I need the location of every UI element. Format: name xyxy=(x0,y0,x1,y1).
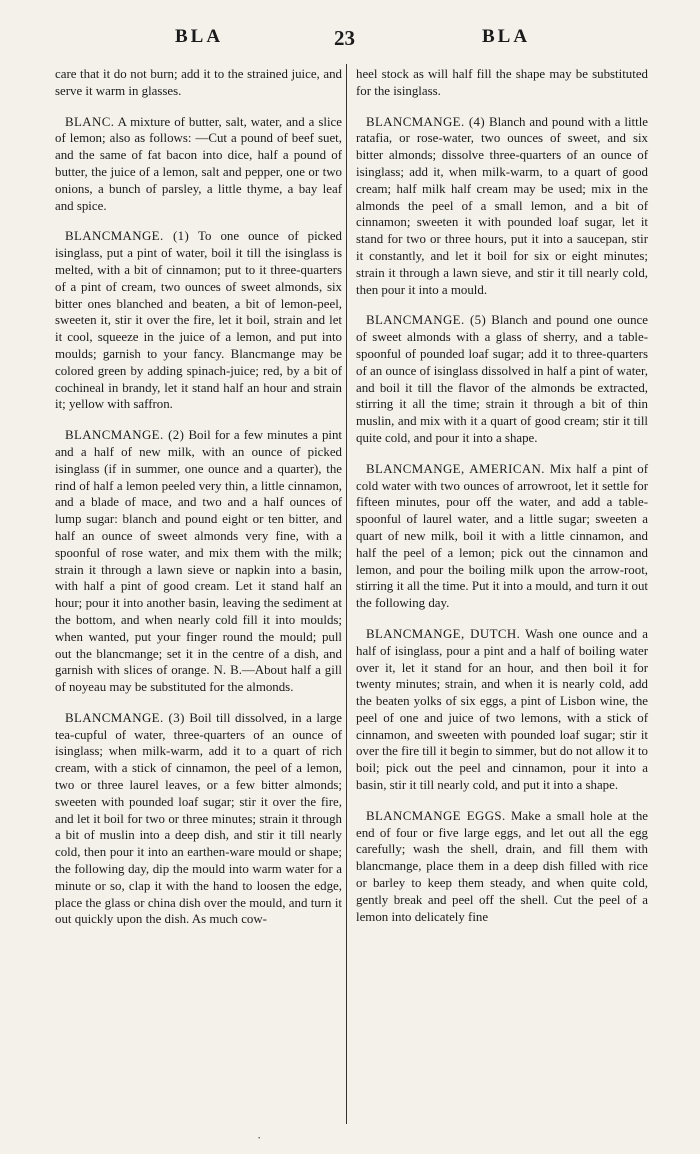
entry-blancmange-dutch xyxy=(356,626,648,794)
entry-heading: BLANCMANGE EGGS. xyxy=(366,808,506,823)
entry-continuation xyxy=(55,66,342,100)
entry-heading: BLANCMANGE, AMERICAN. xyxy=(366,461,545,476)
entry-blancmange-3 xyxy=(55,710,342,928)
entry-heading: BLANCMANGE, DUTCH. xyxy=(366,626,521,641)
entry-blancmange-american xyxy=(356,461,648,612)
entry-heading: BLANCMANGE. (5) xyxy=(366,313,487,328)
entry-blancmange-4 xyxy=(356,114,648,299)
entry-text: To one ounce of picked isinglass, put a pint of water, boil it till the isinglass is melted, with a bit of cinnamon; put to it three-quarters of a pint of cream, two ounces of sweet almonds, six bitter ones blanched and beaten, a bit of lemon-peel, sweeten it, stir it over the fire, let it boil, strain and let it cool, squeeze in the juice of a lemon, and put into moulds; garnish to your fancy. Blancmange may be colored green by adding spinach-juice; red, by a bit of cochineal in brandy, let it stand half an hour and strain it; yellow with saffron. xyxy=(55,229,342,412)
entry-blanc xyxy=(55,114,342,215)
entry-text: Blanch and pound one ounce of sweet almonds with a glass of sherry, and a table-spoonful of pounded loaf sugar; add it to three-quarters of an ounce of isinglass dissolved in half a pint of water, and boil it till the flavor of the almonds be extracted, stirring it all the time; strain it through a bit of thin muslin, and mix with it a quart of good cream; stir it till quite cold, and pour it into a shape. xyxy=(356,313,648,445)
entry-blancmange-1 xyxy=(55,228,342,413)
entry-text: Blanch and pound with a little ratafia, or rose-water, two ounces of sweet, and six bitter almonds; dissolve three-quarters of an ounce of isinglass; add it, when milk-warm, to a quart of good cream; half milk half cream may be used; mix in the almonds the peel of a small lemon, and a bit of cinnamon; sweeten it with pounded loaf sugar, let it stand for two or three hours, put it into a saucepan, stir it constantly, and let it boil for six or eight minutes; strain it through a lawn sieve, and stir it till nearly cold, then pour it into a mould. xyxy=(356,114,648,297)
running-header xyxy=(0,26,700,56)
column-divider xyxy=(346,64,347,1124)
entry-text: Boil till dissolved, in a large tea-cupful of water, three-quarters of an ounce of isinglass; when milk-warm, add it to a quart of rich cream, with a stick of cinnamon, the peel of a lemon, two or three laurel leaves, or a few bitter almonds; sweeten with pounded loaf sugar; stir it over the fire, and let it boil for two or three minutes; strain it through a bit of muslin into a deep dish, and stir it till nearly cold, then pour it into an earthen-ware mould or shape; the following day, dip the mould into warm water for a minute or so, clap it with the hand to loosen the edge, place the glass or china dish over the mould, and turn it out quickly upon the dish. As much cow- xyxy=(55,710,342,927)
entry-text: Mix half a pint of cold water with two ounces of arrowroot, let it settle for fifteen minutes, pour off the water, and add a table-spoonful of laurel water, and a little sugar; sweeten a quart of new milk, boil it with a little cinnamon, and half the peel of a lemon; pick out the cinnamon and lemon, and pour the boiling milk upon the arrow-root, stirring it all the time. Put it into a mould, and turn it out the following day. xyxy=(356,461,649,611)
header-right-word: BLA xyxy=(482,26,531,47)
left-column xyxy=(55,66,342,942)
entry-heading: BLANCMANGE. (4) xyxy=(366,114,486,129)
entry-blancmange-5 xyxy=(356,312,648,446)
entry-heading: BLANCMANGE. (3) xyxy=(65,710,185,725)
entry-text: Boil for a few minutes a pint and a half of new milk, with an ounce of picked isinglass (if in summer, one ounce and a quarter), the rind of half a lemon peeled very thin, a little cinnamon, and a blade of mace, and two and a half ounces of lump sugar: blanch and pound eight or ten bitter, and half an ounce of sweet almonds very fine, with a spoonful of rose water, and mix them with the milk; strain it through a lawn sieve or napkin into a basin, with half a pint of good cream. Let it stand half an hour; pour it into another basin, leaving the sediment at the bottom, and when nearly cold fill it into moulds; when wanted, put your finger round the mould; pull out the blancmange; set it in the centre of a dish, and garnish with slices of orange. N. B.—About half a gill of noyeau may be substituted for the almonds. xyxy=(55,428,342,695)
entry-heading: BLANCMANGE. (2) xyxy=(65,428,185,443)
entry-continuation xyxy=(356,66,648,100)
right-column xyxy=(356,66,648,939)
entry-text: Wash one ounce and a half of isinglass, pour a pint and a half of boiling water over it, let it stand for an hour, and then boil it for twenty minutes; strain, and when it is nearly cold, add the beaten yolks of six eggs, a pint of Lisbon wine, the peel of one and juice of two lemons, with a stick of cinnamon, and sweeten with pounded loaf sugar; stir it over the fire till it begin to simmer, but do not allow it to boil; pick out the peel and cinnamon, pour it into a basin, stir it till nearly cold, and put it into a shape. xyxy=(356,626,648,793)
entry-text: Make a small hole at the end of four or five large eggs, and let out all the egg carefully; wash the shell, drain, and fill them with blancmange, place them in a deep dish filled with rice or barley to keep them steady, and when quite cold, gently break and peel off the shell. Cut the peel of a lemon into delicately fine xyxy=(356,808,648,924)
entry-blancmange-eggs xyxy=(356,808,648,926)
header-left-word: BLA xyxy=(175,26,224,47)
entry-text: care that it do not burn; add it to the strained juice, and serve it warm in glasses. xyxy=(55,67,342,98)
print-speck: · xyxy=(257,1130,262,1145)
entry-heading: BLANC. xyxy=(65,114,115,129)
entry-blancmange-2 xyxy=(55,427,342,696)
entry-text: A mixture of butter, salt, water, and a slice of lemon; also as follows: —Cut a pound of beef suet, and the same of fat bacon into dice, half a pound of butter, the juice of a lemon, salt and pepper, one or two onions, a bunch of parsley, a little thyme, a bay leaf and spice. xyxy=(55,114,342,213)
page-number: 23 xyxy=(334,26,355,50)
entry-text: heel stock as will half fill the shape may be substituted for the isinglass. xyxy=(356,67,648,98)
entry-heading: BLANCMANGE. (1) xyxy=(65,229,190,244)
